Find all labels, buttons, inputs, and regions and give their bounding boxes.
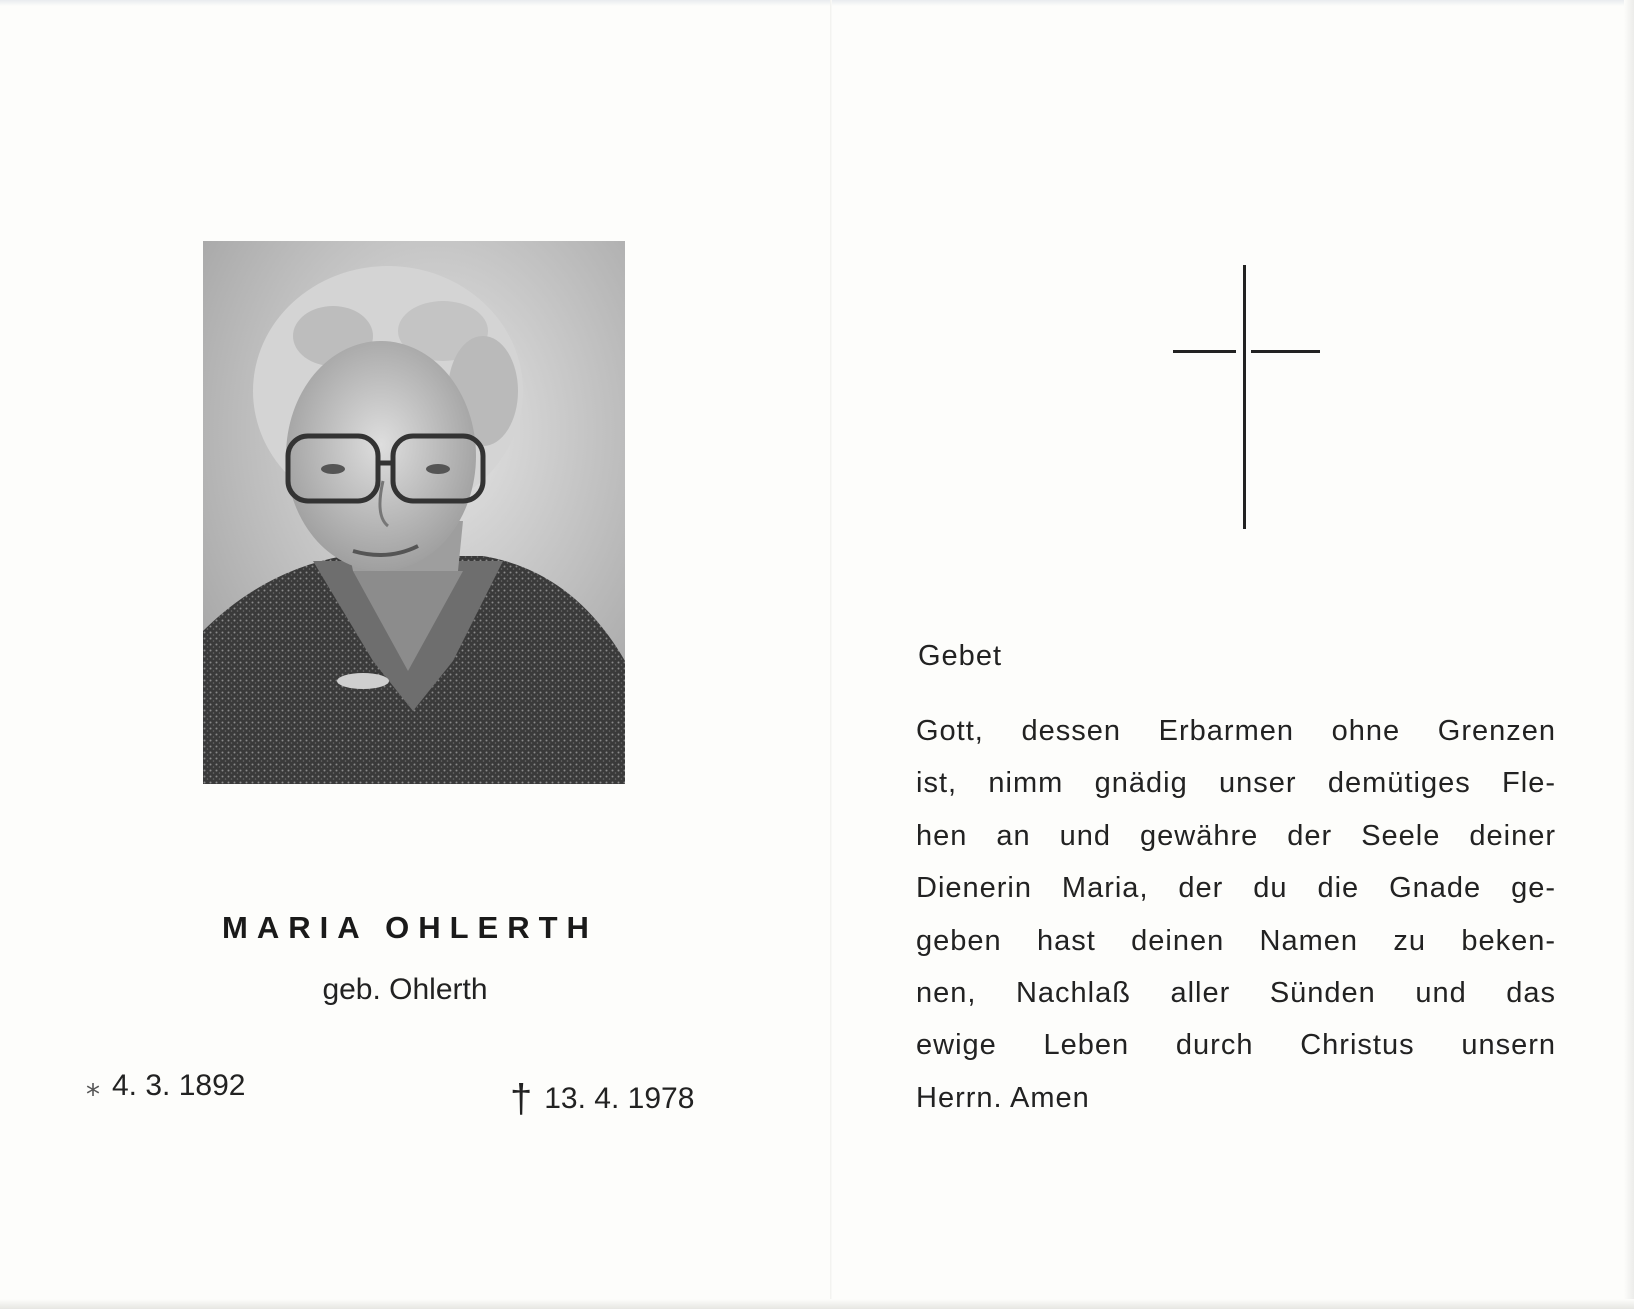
prayer-line: hen an und gewähre der Seele deiner	[916, 819, 1556, 852]
deceased-name: MARIA OHLERTH	[222, 910, 598, 945]
maiden-name: geb. Ohlerth	[322, 973, 488, 1006]
prayer-line: Gott, dessen Erbarmen ohne Grenzen	[916, 715, 1556, 747]
card-right-edge	[1624, 0, 1634, 1309]
card-bottom-edge	[0, 1299, 1634, 1309]
prayer-text	[916, 715, 1556, 1134]
death-date-block	[510, 1077, 694, 1122]
prayer-line: Herrn. Amen	[916, 1081, 1090, 1114]
prayer-line: geben hast deinen Namen zu beken-	[916, 924, 1556, 957]
birth-date-block	[86, 1069, 245, 1103]
birth-date: 4. 3. 1892	[112, 1069, 246, 1102]
cross-left-arm	[1173, 350, 1236, 353]
prayer-line: Dienerin Maria, der du die Gnade ge-	[916, 872, 1556, 905]
prayer-line: nen, Nachlaß aller Sünden und das	[916, 976, 1556, 1009]
death-date: 13. 4. 1978	[544, 1082, 695, 1115]
card-top-edge	[0, 0, 1634, 6]
death-dagger-icon: †	[510, 1077, 533, 1121]
prayer-title: Gebet	[918, 640, 1002, 672]
cross-vertical-bar	[1243, 265, 1246, 529]
cross-right-arm	[1251, 350, 1320, 353]
prayer-line: ist, nimm gnädig unser demütiges Fle-	[916, 767, 1556, 800]
card-fold-line	[830, 0, 832, 1309]
prayer-line: ewige Leben durch Christus unsern	[916, 1029, 1556, 1062]
portrait-photo-icon	[203, 241, 625, 784]
birth-star-icon: ⁎	[86, 1070, 100, 1101]
